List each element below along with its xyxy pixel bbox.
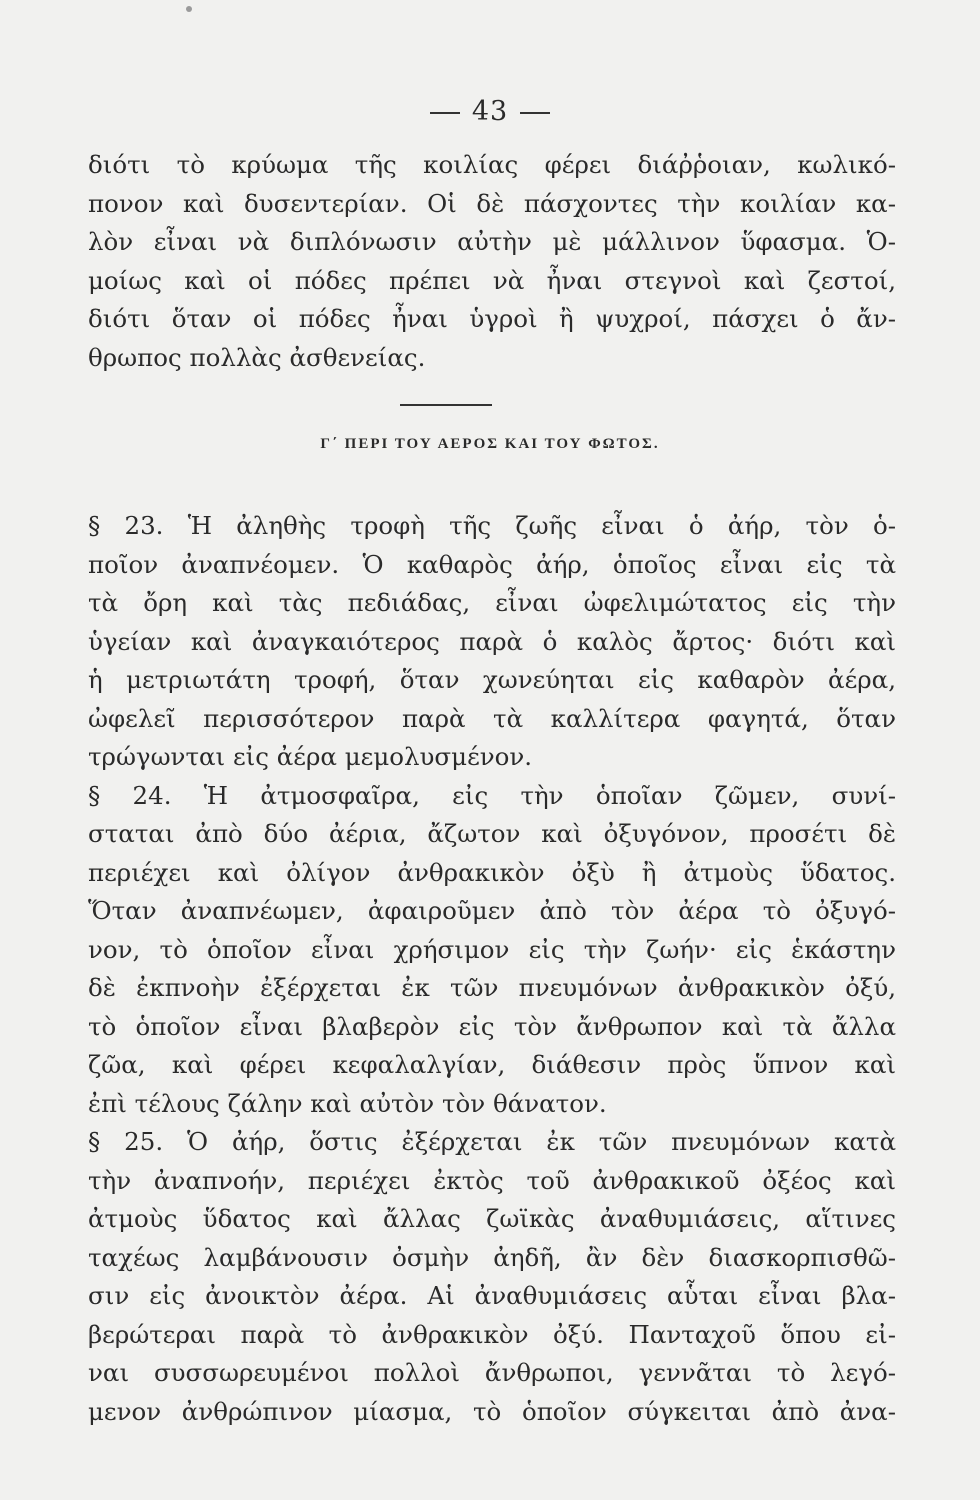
text-line: Ὅταν ἀναπνέωμεν, ἀφαιροῦμεν ἀπὸ τὸν ἀέρα τὸ ὀξυγό- — [88, 896, 896, 925]
text-line: τὴν ἀναπνοήν, περιέχει ἐκτὸς τοῦ ἀνθρακικοῦ ὀξέος καὶ — [88, 1165, 896, 1195]
left-dash — [430, 112, 460, 114]
text-line: § 23. Ἡ ἀληθὴς τροφὴ τῆς ζωῆς εἶναι ὁ ἀήρ, τὸν ὁ- — [88, 511, 896, 540]
text-line: βερώτεραι παρὰ τὸ ἀνθρακικὸν ὀξύ. Πανταχοῦ ὅπου εἰ- — [88, 1319, 896, 1349]
section-heading: Γ΄ ΠΕΡΙ ΤΟΥ ΑΕΡΟΣ ΚΑΙ ΤΟΥ ΦΩΤΟΣ. — [320, 436, 660, 452]
text-line: λὸν εἶναι νὰ διπλόνωσιν αὐτὴν μὲ μάλλινον ὕφασμα. Ὁ- — [88, 227, 896, 256]
text-line: ἀτμοὺς ὕδατος καὶ ἄλλας ζωϊκὰς ἀναθυμιάσεις, αἵτινες — [88, 1204, 896, 1233]
text-line: ὑγείαν καὶ ἀναγκαιότερος παρὰ ὁ καλὸς ἄρτος· διότι καὶ — [88, 626, 896, 656]
printing-speck — [186, 6, 192, 12]
intro-paragraph — [88, 146, 896, 377]
text-line: ζῶα, καὶ φέρει κεφαλαλγίαν, διάθεσιν πρὸς ὕπνον καὶ — [88, 1050, 896, 1079]
page-number-header — [0, 96, 980, 127]
text-line: τὰ ὄρη καὶ τὰς πεδιάδας, εἶναι ὠφελιμώτατος εἰς τὴν — [88, 588, 896, 617]
text-line: § 24. Ἡ ἀτμοσφαῖρα, εἰς τὴν ὁποῖαν ζῶμεν, συνί- — [88, 780, 896, 810]
text-line: μενον ἀνθρώπινον μίασμα, τὸ ὁποῖον σύγκειται ἀπὸ ἀνα- — [88, 1396, 896, 1426]
text-line: διότι ὅταν οἱ πόδες ἦναι ὑγροὶ ἢ ψυχροί, πάσχει ὁ ἄν- — [88, 304, 896, 333]
text-line: ποῖον ἀναπνέομεν. Ὁ καθαρὸς ἀήρ, ὁποῖος εἶναι εἰς τὰ — [88, 549, 896, 579]
text-line: ὠφελεῖ περισσότερον παρὰ τὰ καλλίτερα φαγητά, ὅταν — [88, 703, 896, 733]
section-divider — [400, 404, 492, 406]
text-line: ταχέως λαμβάνουσιν ὀσμὴν ἀηδῆ, ἂν δὲν διασκορπισθῶ- — [88, 1242, 896, 1272]
text-line: ναι συσσωρευμένοι πολλοὶ ἄνθρωποι, γεννᾶται τὸ λεγό- — [88, 1358, 896, 1387]
text-line: νον, τὸ ὁποῖον εἶναι χρήσιμον εἰς τὴν ζωήν· εἰς ἑκάστην — [88, 934, 896, 964]
text-line: σταται ἀπὸ δύο ἀέρια, ἄζωτον καὶ ὀξυγόνον, προσέτι δὲ — [88, 819, 896, 848]
text-line: ἐπὶ τέλους ζάλην καὶ αὐτὸν τὸν θάνατον. — [88, 1088, 607, 1118]
text-line: διότι τὸ κρύωμα τῆς κοιλίας φέρει διάῤῥοιαν, κωλικό- — [88, 150, 896, 179]
text-line: πονον καὶ δυσεντερίαν. Οἱ δὲ πάσχοντες τὴν κοιλίαν κα- — [88, 188, 896, 218]
text-line: θρωπος πολλὰς ἀσθενείας. — [88, 342, 426, 372]
text-line: τὸ ὁποῖον εἶναι βλαβερὸν εἰς τὸν ἄνθρωπον καὶ τὰ ἄλλα — [88, 1011, 896, 1041]
text-line: περιέχει καὶ ὀλίγον ἀνθρακικὸν ὀξὺ ἢ ἀτμοὺς ὕδατος. — [88, 857, 896, 887]
body-text — [88, 507, 896, 1431]
text-line: σιν εἰς ἀνοικτὸν ἀέρα. Αἱ ἀναθυμιάσεις αὗται εἶναι βλα- — [88, 1281, 896, 1310]
text-line: μοίως καὶ οἱ πόδες πρέπει νὰ ἦναι στεγνοὶ καὶ ζεστοί, — [88, 265, 896, 295]
text-line: δὲ ἐκπνοὴν ἐξέρχεται ἐκ τῶν πνευμόνων ἀνθρακικὸν ὀξύ, — [88, 973, 896, 1002]
page-number: 43 — [471, 96, 509, 127]
text-line: ἡ μετριωτάτη τροφή, ὅταν χωνεύηται εἰς καθαρὸν ἀέρα, — [88, 665, 896, 694]
text-line: τρώγωνται εἰς ἀέρα μεμολυσμένον. — [88, 742, 533, 771]
right-dash — [520, 112, 550, 114]
text-line: § 25. Ὁ ἀήρ, ὅστις ἐξέρχεται ἐκ τῶν πνευμόνων κατὰ — [88, 1127, 896, 1156]
